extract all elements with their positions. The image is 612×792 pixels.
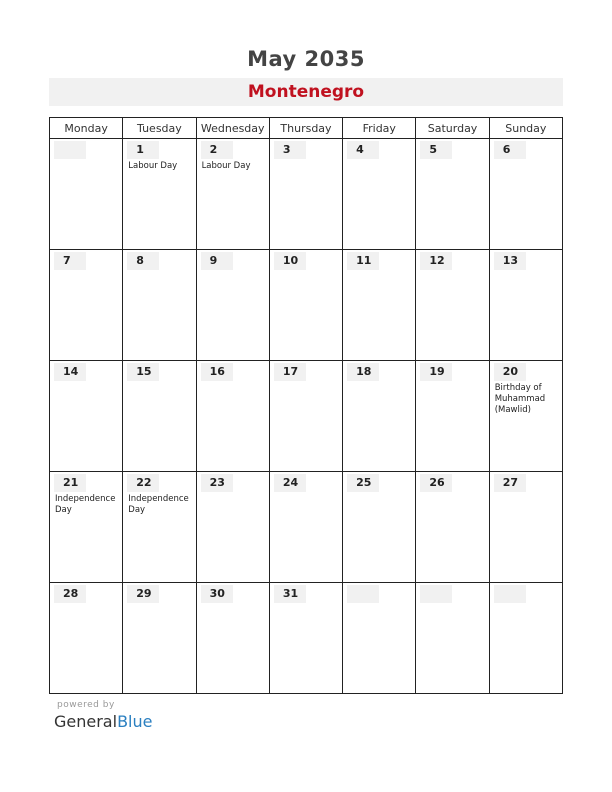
- day-number: 8: [127, 252, 159, 270]
- day-cell: [196, 583, 269, 694]
- day-number: 25: [347, 474, 379, 492]
- day-cell: [489, 361, 562, 472]
- day-cell: [343, 139, 416, 250]
- page-title: May 2035: [247, 47, 365, 71]
- week-row: [50, 472, 563, 583]
- day-cell: [50, 250, 123, 361]
- day-cell: [50, 361, 123, 472]
- day-cell: [416, 250, 489, 361]
- day-cell: [489, 472, 562, 583]
- day-number: [54, 141, 86, 159]
- powered-by-text: powered by: [57, 700, 115, 710]
- weekday-wednesday: Wednesday: [196, 118, 269, 139]
- day-number: 2: [201, 141, 233, 159]
- day-number: 4: [347, 141, 379, 159]
- day-number: 7: [54, 252, 86, 270]
- day-number: 1: [127, 141, 159, 159]
- day-number: 26: [420, 474, 452, 492]
- day-cell: [416, 361, 489, 472]
- day-cell: [343, 472, 416, 583]
- day-number: [494, 585, 526, 603]
- day-cell: [123, 472, 196, 583]
- day-cell: [50, 583, 123, 694]
- day-number: 16: [201, 363, 233, 381]
- weekday-monday: Monday: [50, 118, 123, 139]
- day-cell: [489, 583, 562, 694]
- day-cell: [196, 472, 269, 583]
- day-number: 11: [347, 252, 379, 270]
- week-row: [50, 361, 563, 472]
- day-number: 27: [494, 474, 526, 492]
- day-number: 6: [494, 141, 526, 159]
- day-cell: [196, 139, 269, 250]
- day-cell: [123, 250, 196, 361]
- day-cell: [416, 583, 489, 694]
- day-number: 23: [201, 474, 233, 492]
- day-cell: [269, 583, 342, 694]
- calendar-grid: [49, 117, 563, 694]
- day-number: 3: [274, 141, 306, 159]
- weekday-friday: Friday: [343, 118, 416, 139]
- day-number: 10: [274, 252, 306, 270]
- weekday-saturday: Saturday: [416, 118, 489, 139]
- holiday-label: Labour Day: [201, 161, 251, 171]
- day-cell: [123, 361, 196, 472]
- day-cell: [269, 361, 342, 472]
- holiday-label: Independence Day: [55, 494, 116, 515]
- day-number: 13: [494, 252, 526, 270]
- week-row: [50, 139, 563, 250]
- day-cell: [123, 139, 196, 250]
- day-cell: [343, 250, 416, 361]
- day-number: 17: [274, 363, 306, 381]
- day-number: 14: [54, 363, 86, 381]
- day-cell: [269, 472, 342, 583]
- holiday-label: Birthday of Muhammad (Mawlid): [494, 383, 546, 415]
- week-row: [50, 583, 563, 694]
- weekday-header-row: [50, 118, 563, 139]
- day-number: 20: [494, 363, 526, 381]
- weekday-sunday: Sunday: [489, 118, 562, 139]
- brand-general: General: [54, 712, 118, 731]
- day-cell: [123, 583, 196, 694]
- country-banner: [49, 78, 563, 106]
- day-number: 15: [127, 363, 159, 381]
- day-number: [347, 585, 379, 603]
- day-number: 22: [127, 474, 159, 492]
- day-cell: [416, 472, 489, 583]
- weekday-thursday: Thursday: [269, 118, 342, 139]
- day-number: 30: [201, 585, 233, 603]
- holiday-label: Labour Day: [128, 161, 178, 171]
- holiday-label: Independence Day: [128, 494, 189, 515]
- day-cell: [489, 139, 562, 250]
- day-cell: [50, 139, 123, 250]
- day-cell: [343, 583, 416, 694]
- day-cell: [50, 472, 123, 583]
- brand-blue: Blue: [117, 712, 153, 731]
- day-cell: [269, 250, 342, 361]
- day-number: 29: [127, 585, 159, 603]
- day-cell: [196, 250, 269, 361]
- day-cell: [269, 139, 342, 250]
- day-number: 9: [201, 252, 233, 270]
- day-number: 31: [274, 585, 306, 603]
- week-row: [50, 250, 563, 361]
- day-cell: [196, 361, 269, 472]
- country-name: Montenegro: [247, 82, 365, 102]
- day-number: 28: [54, 585, 86, 603]
- day-number: 21: [54, 474, 86, 492]
- day-number: 19: [420, 363, 452, 381]
- day-number: 5: [420, 141, 452, 159]
- day-number: 18: [347, 363, 379, 381]
- day-number: 24: [274, 474, 306, 492]
- brand-logo: [54, 712, 152, 731]
- weekday-tuesday: Tuesday: [123, 118, 196, 139]
- day-cell: [489, 250, 562, 361]
- day-cell: [416, 139, 489, 250]
- day-number: [420, 585, 452, 603]
- day-cell: [343, 361, 416, 472]
- day-number: 12: [420, 252, 452, 270]
